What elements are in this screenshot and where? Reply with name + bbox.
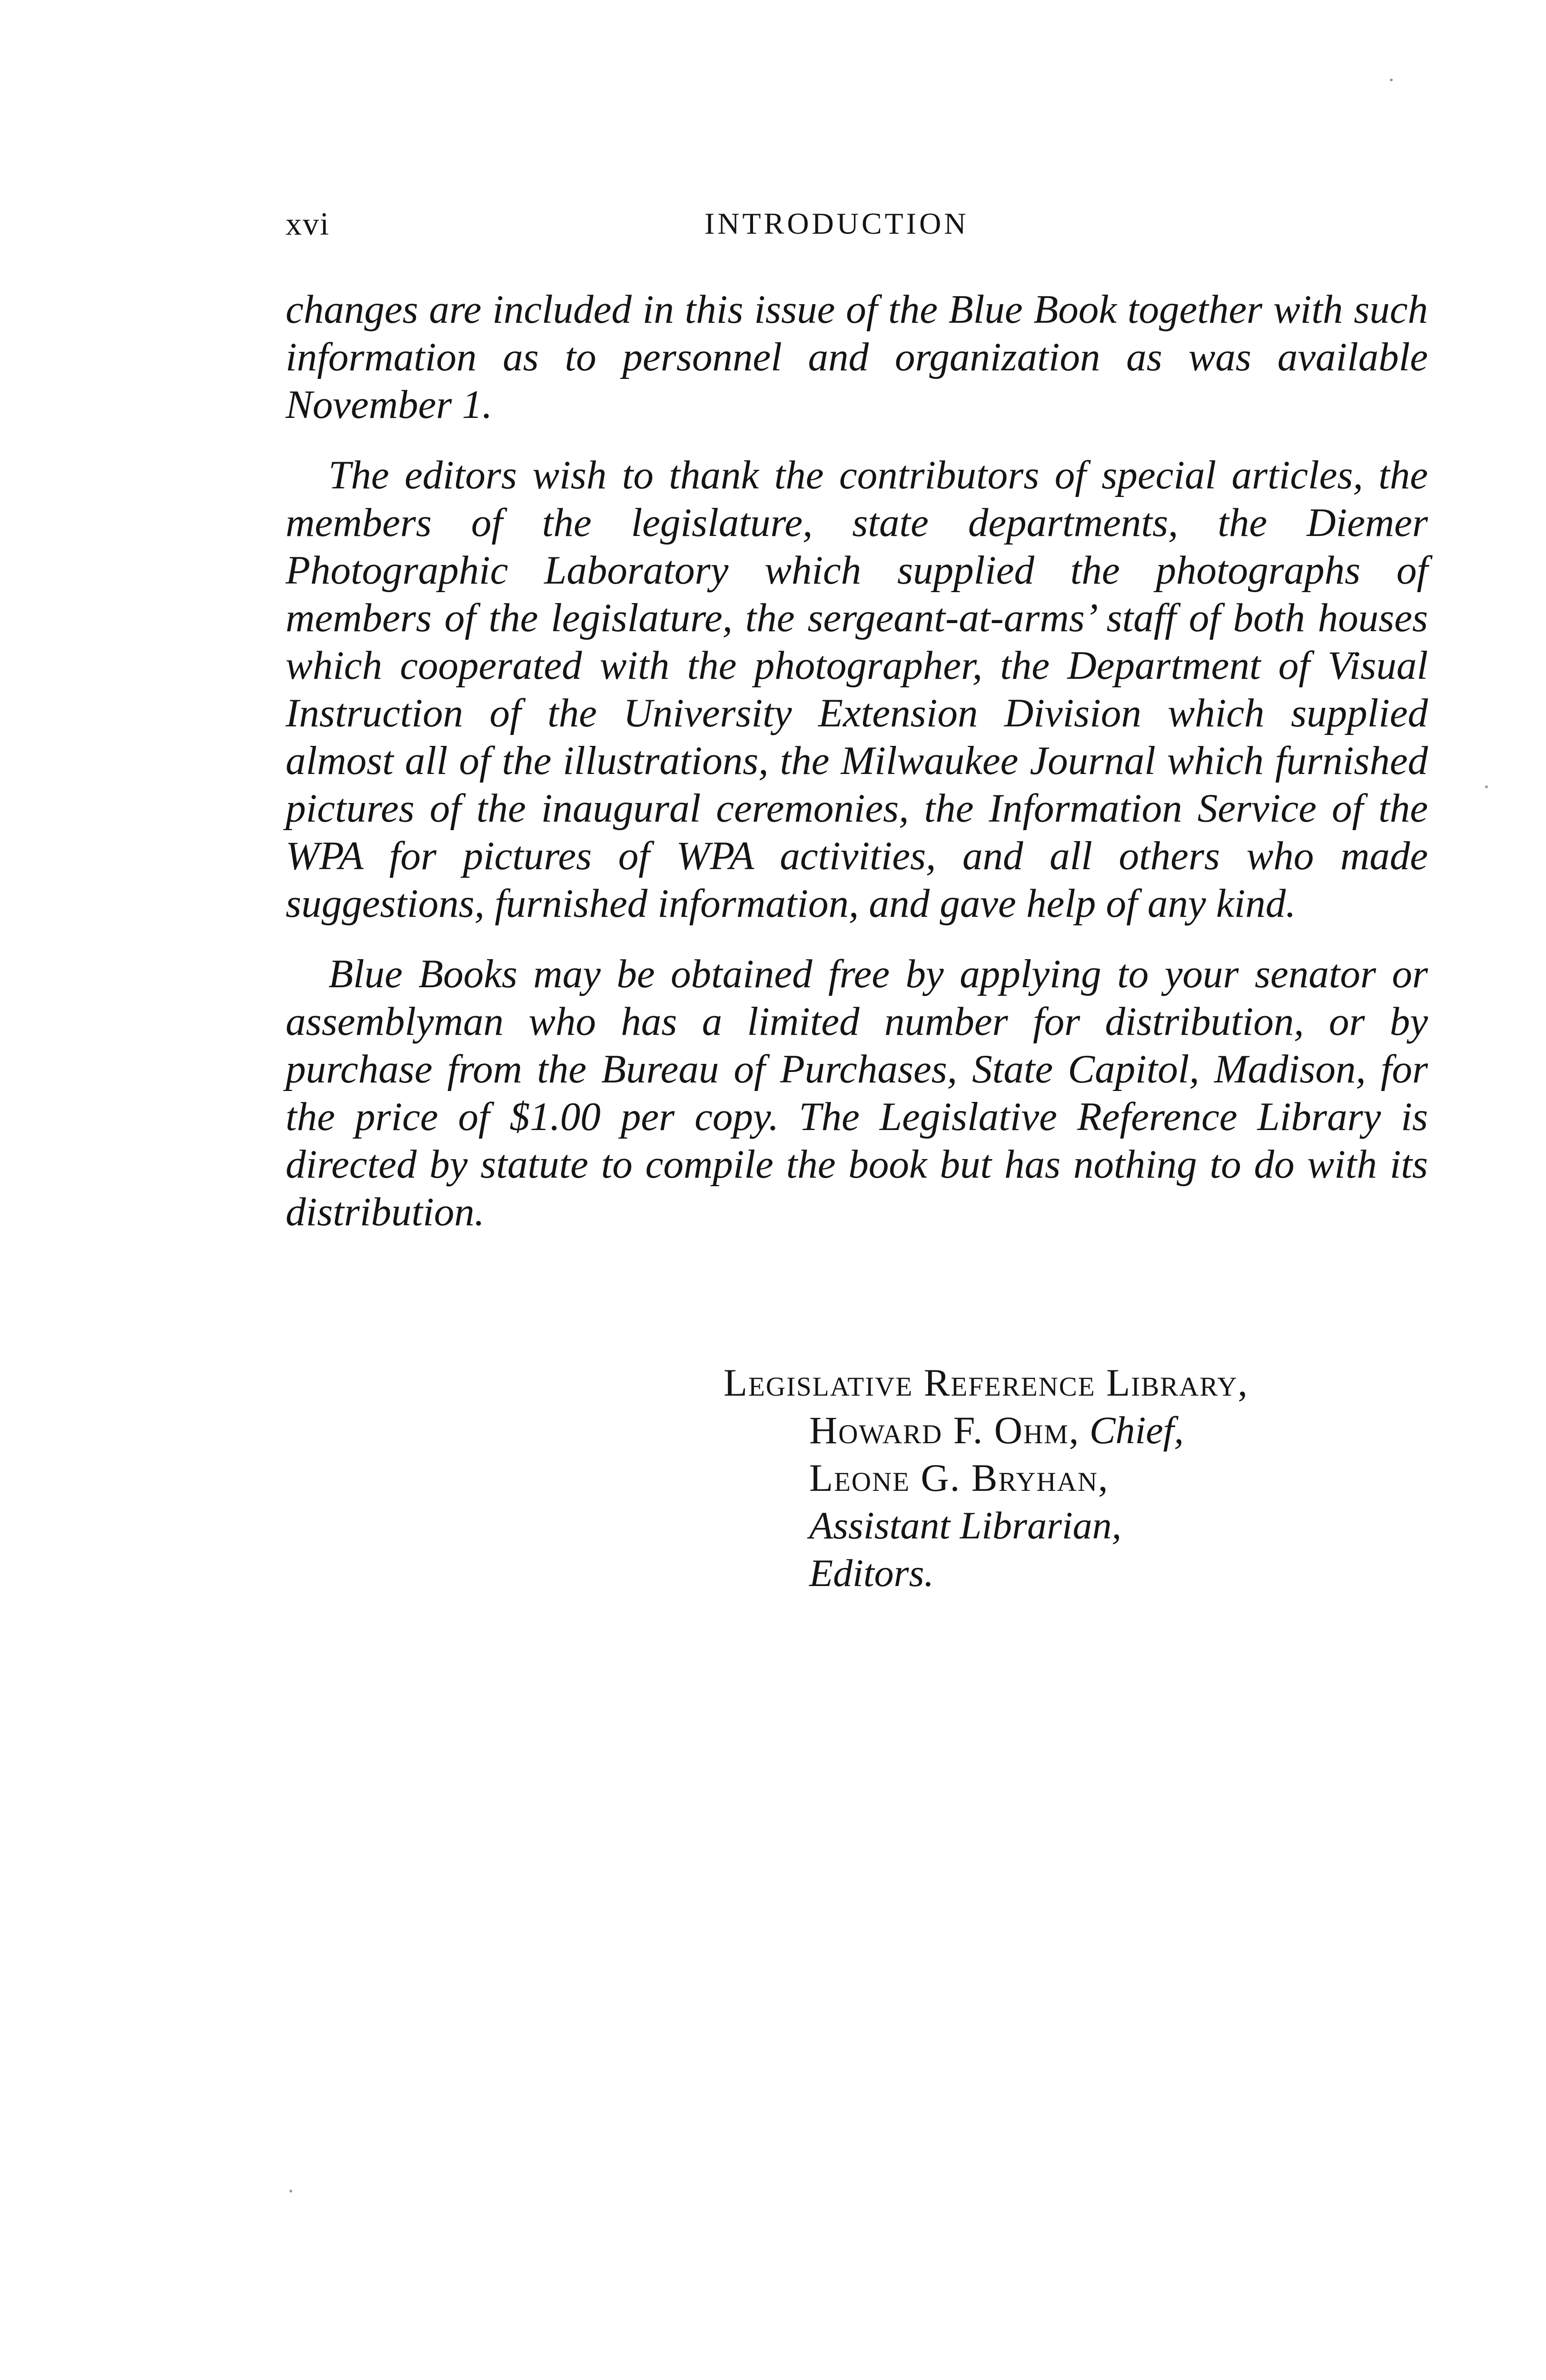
assistant-name: Leone G. Bryhan, xyxy=(809,1456,1109,1499)
signature-organization: Legislative Reference Library, xyxy=(723,1361,1249,1404)
signature-block xyxy=(723,1359,1428,1597)
signature-editors: Editors. xyxy=(809,1551,934,1595)
running-head: INTRODUCTION xyxy=(704,207,969,240)
signature-assistant xyxy=(723,1454,1428,1502)
chief-title: Chief, xyxy=(1089,1408,1184,1452)
paper-speck xyxy=(289,2190,292,2192)
page-header xyxy=(286,198,1428,250)
assistant-title: Assistant Librarian, xyxy=(809,1504,1122,1547)
paragraph-continuation: changes are included in this issue of the Blue Book together with such information as to personnel and organization as was available November 1. xyxy=(286,287,1428,427)
body-text xyxy=(286,286,1428,1236)
chief-name: Howard F. Ohm, xyxy=(809,1408,1080,1452)
signature-chief xyxy=(723,1407,1428,1454)
page-number: xvi xyxy=(286,206,330,242)
paper-speck xyxy=(1485,785,1488,788)
paragraph-acknowledgements: The editors wish to thank the contributors of special articles, the members of the legislature, state departments, the Diemer Photographic Laboratory which supplied the photographs of members of the legislature, the sergeant-at-arms’ staff of both houses which cooperated with the photographer, the Department of Visual Instruction of the University Extension Division which supplied almost all of the illustrations, the Milwaukee Journal which furnished pictures of the inaugural ceremonies, the Information Service of the WPA for pictures of WPA activities, and all others who made suggestions, furnished information, and gave help of any kind. xyxy=(286,453,1428,926)
paper-speck xyxy=(1390,79,1393,81)
paragraph-distribution: Blue Books may be obtained free by applying to your senator or assemblyman who has a limited number for distribution, or by purchase from the Bureau of Purchases, State Capitol, Madison, for the price of $1.00 per copy. The Legislative Reference Library is directed by statute to compile the book but has nothing to do with its distribution. xyxy=(286,952,1428,1234)
